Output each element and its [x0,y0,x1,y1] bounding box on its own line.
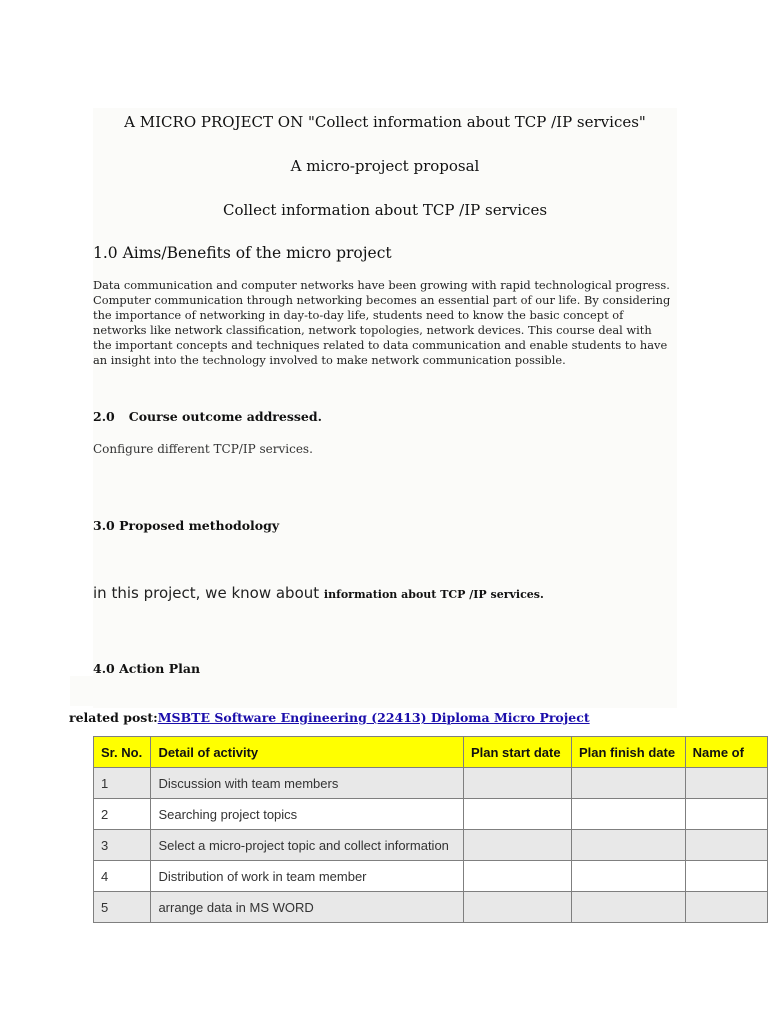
table-cell-sr-no: 5 [94,892,151,923]
table-header-detail: Detail of activity [151,737,464,768]
table-row [94,861,768,892]
table-row [94,892,768,923]
table-cell-start-date [463,799,571,830]
section3-body-bold: information about TCP /IP services. [323,588,544,601]
table-cell-start-date [463,830,571,861]
document-title: A MICRO PROJECT ON "Collect information about TCP /IP services" [124,113,646,131]
table-row [94,768,768,799]
table-cell-start-date [463,861,571,892]
table-cell-name [685,768,767,799]
action-plan-table [93,736,768,923]
section4-heading: 4.0 Action Plan [93,661,201,676]
section3-body [93,584,544,602]
table-cell-sr-no: 1 [94,768,151,799]
table-cell-detail: Distribution of work in team member [151,861,464,892]
table-header-sr-no: Sr. No. [94,737,151,768]
table-cell-name [685,861,767,892]
table-cell-detail: Searching project topics [151,799,464,830]
table-cell-detail: Discussion with team members [151,768,464,799]
document-subtitle-topic: Collect information about TCP /IP services [222,201,548,219]
document-subtitle: A micro-project proposal [290,157,480,175]
document-body-panel [93,108,677,708]
table-header-finish-date: Plan finish date [571,737,685,768]
table-cell-sr-no: 3 [94,830,151,861]
table-cell-sr-no: 2 [94,799,151,830]
table-cell-start-date [463,768,571,799]
table-cell-sr-no: 4 [94,861,151,892]
table-row [94,830,768,861]
table-cell-finish-date [571,768,685,799]
table-cell-finish-date [571,799,685,830]
table-cell-name [685,830,767,861]
table-cell-start-date [463,892,571,923]
section2-title: Course outcome addressed. [128,409,322,424]
section1-heading: 1.0 Aims/Benefits of the micro project [93,244,392,262]
table-header-row [94,737,768,768]
table-row [94,799,768,830]
section3-body-plain: in this project, we know about [93,584,324,602]
related-post-label: related post: [69,710,158,725]
document-body-strip [70,676,677,706]
table-cell-detail: Select a micro-project topic and collect information [151,830,464,861]
table-cell-name [685,799,767,830]
table-cell-finish-date [571,892,685,923]
table-header-start-date: Plan start date [463,737,571,768]
section1-body: Data communication and computer networks have been growing with rapid technological progress. Computer communication through networking becomes an essential part of our life. By considering the importance of networking in day-to-day life, students need to know the basic concept of networks like network classification, network topologies, network devices. This course deal with the important concepts and techniques related to data communication and enable students to have an insight into the technology involved to make network communication possible. [93,278,671,367]
related-post-link[interactable]: MSBTE Software Engineering (22413) Diploma Micro Project [157,710,590,725]
table-header-name: Name of [685,737,767,768]
section2-body: Configure different TCP/IP services. [93,442,313,456]
table-cell-detail: arrange data in MS WORD [151,892,464,923]
table-cell-finish-date [571,830,685,861]
section2-heading [93,409,322,424]
table-cell-finish-date [571,861,685,892]
section2-number: 2.0 [93,409,115,424]
table-cell-name [685,892,767,923]
related-post [69,710,590,725]
section3-heading: 3.0 Proposed methodology [93,518,280,533]
